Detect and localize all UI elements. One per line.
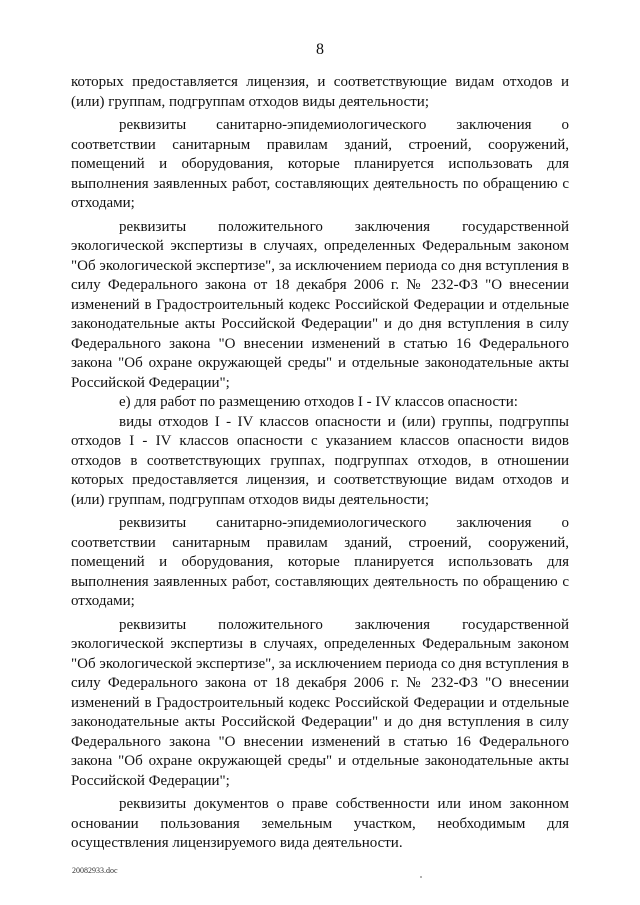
paragraph-6: реквизиты санитарно-эпидемиологического заключения о соответствии санитарным правилам зданий, строений, сооружений, помещений и оборудования, которые планируется использовать для выполнения заявленных работ, составляющих деятельность по обращению с отходами;: [71, 515, 569, 609]
paragraph-3: реквизиты положительного заключения государственной экологической экспертизы в случаях, определенных Федеральным законом "Об экологической экспертизе", за исключением периода со дня вступления в силу Федерального закона от 18 декабря 2006 г. № 232-ФЗ "О внесении изменений в Градостроительный кодекс Российской Федерации и отдельные законодательные акты Российской Федерации" и до дня вступления в силу Федерального закона "О внесении изменений в статью 16 Федерального закона "Об охране окружающей среды" и отдельные законодательные акты Российской Федерации";: [71, 218, 569, 391]
paragraph-8: реквизиты документов о праве собственности или ином законном основании пользования земельным участком, необходимым для осуществления лицензируемого вида деятельности.: [71, 796, 569, 851]
footer-filename: 20082933.doc: [72, 866, 118, 875]
paragraph-4: е) для работ по размещению отходов I - IV классов опасности:: [119, 394, 518, 410]
document-body: [71, 73, 569, 854]
page-number: 8: [316, 41, 324, 58]
paragraph-7: реквизиты положительного заключения государственной экологической экспертизы в случаях, определенных Федеральным законом "Об экологической экспертизе", за исключением периода со дня вступления в силу Федерального закона от 18 декабря 2006 г. № 232-ФЗ "О внесении изменений в Градостроительный кодекс Российской Федерации и отдельные законодательные акты Российской Федерации" и до дня вступления в силу Федерального закона "О внесении изменений в статью 16 Федерального закона "Об охране окружающей среды" и отдельные законодательные акты Российской Федерации";: [71, 616, 569, 789]
paragraph-1: которых предоставляется лицензия, и соответствующие видам отходов и (или) группам, подгруппам отходов виды деятельности;: [71, 74, 569, 110]
paragraph-5: виды отходов I - IV классов опасности и (или) группы, подгруппы отходов I - IV классов опасности с указанием классов опасности видов отходов в соответствующих группах, подгруппах отходов, в отношении которых предоставляется лицензия, и соответствующие видам отходов и (или) группам, подгруппам отходов виды деятельности;: [71, 413, 569, 508]
scan-speck: [420, 876, 422, 878]
paragraph-2: реквизиты санитарно-эпидемиологического заключения о соответствии санитарным правилам зданий, строений, сооружений, помещений и оборудования, которые планируется использовать для выполнения заявленных работ, составляющих деятельность по обращению с отходами;: [71, 117, 569, 211]
